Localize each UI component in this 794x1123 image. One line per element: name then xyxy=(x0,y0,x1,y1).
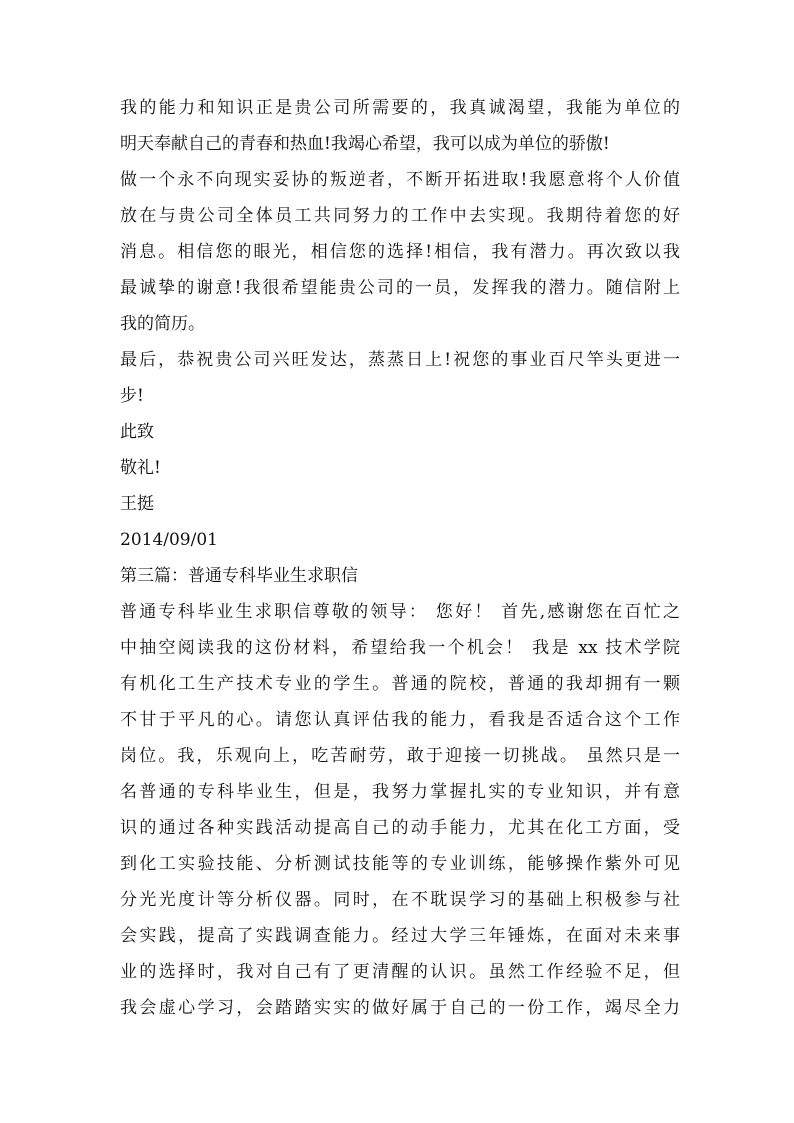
text-line: 普通专科毕业生求职信尊敬的领导： 您好！ 首先,感谢您在百忙之 xyxy=(120,602,680,622)
text-line: 放在与贵公司全体员工共同努力的工作中去实现。我期待着您的好 xyxy=(120,206,680,226)
text-line: 有机化工生产技术专业的学生。普通的院校，普通的我却拥有一颗 xyxy=(120,674,680,694)
text-line: 到化工实验技能、分析测试技能等的专业训练，能够操作紫外可见 xyxy=(120,854,680,874)
text-line: 此致 xyxy=(120,422,154,442)
text-line: 岗位。我，乐观向上，吃苦耐劳，敢于迎接一切挑战。 虽然只是一 xyxy=(120,746,680,766)
text-line: 我的简历。 xyxy=(120,314,205,334)
text-line: 我的能力和知识正是贵公司所需要的，我真诚渴望，我能为单位的 xyxy=(120,98,680,118)
text-line: 我会虚心学习，会踏踏实实的做好属于自己的一份工作，竭尽全力 xyxy=(120,998,680,1018)
text-line: 步! xyxy=(120,386,144,406)
text-line: 不甘于平凡的心。请您认真评估我的能力，看我是否适合这个工作 xyxy=(120,710,680,730)
text-line: 2014/09/01 xyxy=(120,530,218,550)
text-line: 第三篇：普通专科毕业生求职信 xyxy=(120,566,358,586)
text-line: 业的选择时，我对自己有了更清醒的认识。虽然工作经验不足，但 xyxy=(120,962,680,982)
text-line: 消息。相信您的眼光，相信您的选择!相信，我有潜力。再次致以我 xyxy=(120,242,680,262)
text-line: 会实践，提高了实践调查能力。经过大学三年锤炼，在面对未来事 xyxy=(120,926,680,946)
text-line: 最诚挚的谢意!我很希望能贵公司的一员，发挥我的潜力。随信附上 xyxy=(120,278,680,298)
text-line: 识的通过各种实践活动提高自己的动手能力，尤其在化工方面，受 xyxy=(120,818,680,838)
text-line: 王挺 xyxy=(120,494,154,514)
text-line: 做一个永不向现实妥协的叛逆者，不断开拓进取!我愿意将个人价值 xyxy=(120,170,680,190)
text-line: 名普通的专科毕业生，但是，我努力掌握扎实的专业知识，并有意 xyxy=(120,782,680,802)
text-line: 敬礼! xyxy=(120,458,161,478)
text-line: 明天奉献自己的青春和热血!我竭心希望，我可以成为单位的骄傲! xyxy=(120,134,610,154)
document-body xyxy=(120,90,680,1026)
text-line: 中抽空阅读我的这份材料，希望给我一个机会！ 我是 xx 技术学院 xyxy=(120,638,680,658)
text-line: 最后，恭祝贵公司兴旺发达，蒸蒸日上!祝您的事业百尺竿头更进一 xyxy=(120,350,680,370)
text-line: 分光光度计等分析仪器。同时，在不耽误学习的基础上积极参与社 xyxy=(120,890,680,910)
